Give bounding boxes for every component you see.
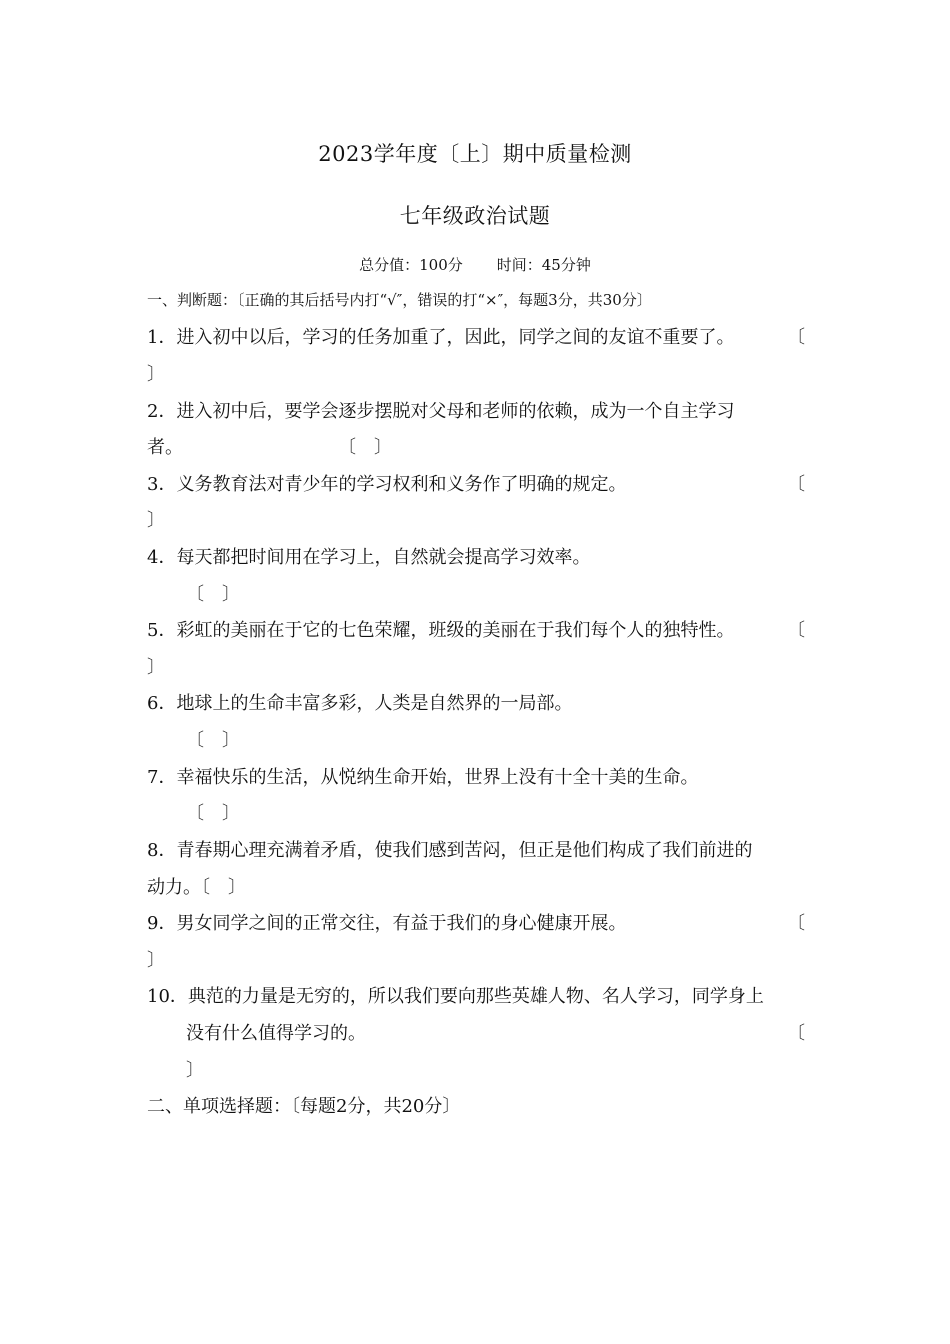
question-5-bracket-open: 〔 xyxy=(787,620,805,641)
question-4: 4．每天都把时间用在学习上，自然就会提高学习效率。 xyxy=(147,547,591,568)
question-1-bracket-close: 〕 xyxy=(147,364,165,385)
question-3-bracket-open: 〔 xyxy=(787,474,805,495)
question-3: 3．义务教育法对青少年的学习权利和义务作了明确的规定。 xyxy=(147,474,627,495)
question-9-bracket-open: 〔 xyxy=(787,913,805,934)
total-score: 总分值：100分 xyxy=(359,256,463,274)
question-6: 6．地球上的生命丰富多彩，人类是自然界的一局部。 xyxy=(147,693,573,714)
question-7-bracket: 〔 〕 xyxy=(186,803,240,824)
question-5: 5．彩虹的美丽在于它的七色荣耀，班级的美丽在于我们每个人的独特性。 xyxy=(147,620,735,641)
section2-heading: 二、单项选择题：〔每题2分，共20分〕 xyxy=(147,1096,461,1117)
exam-time: 时间：45分钟 xyxy=(496,256,591,274)
question-4-bracket: 〔 〕 xyxy=(186,584,240,605)
question-10-bracket-close: 〕 xyxy=(186,1060,204,1081)
question-2-line2: 者。 xyxy=(147,437,183,458)
question-6-bracket: 〔 〕 xyxy=(186,730,240,751)
question-5-bracket-close: 〕 xyxy=(147,657,165,678)
question-10-line1: 10．典范的力量是无穷的，所以我们要向那些英雄人物、名人学习，同学身上 xyxy=(147,986,764,1007)
question-3-bracket-close: 〕 xyxy=(147,510,165,531)
question-9-bracket-close: 〕 xyxy=(147,950,165,971)
exam-title: 2023学年度〔上〕期中质量检测 xyxy=(318,142,632,166)
question-10-line2: 没有什么值得学习的。 xyxy=(186,1023,366,1044)
question-2-line1: 2．进入初中后，要学会逐步摆脱对父母和老师的依赖，成为一个自主学习 xyxy=(147,401,735,422)
section1-heading: 一、判断题：〔正确的其后括号内打“√″，错误的打“×″，每题3分，共30分〕 xyxy=(147,291,652,309)
question-10-bracket-open: 〔 xyxy=(787,1023,805,1044)
question-9: 9．男女同学之间的正常交往，有益于我们的身心健康开展。 xyxy=(147,913,627,934)
exam-subtitle: 七年级政治试题 xyxy=(399,204,551,228)
question-1: 1．进入初中以后，学习的任务加重了，因此，同学之间的友谊不重要了。 xyxy=(147,327,735,348)
question-8-line1: 8．青春期心理充满着矛盾，使我们感到苦闷，但正是他们构成了我们前进的 xyxy=(147,840,753,861)
question-2-bracket: 〔 〕 xyxy=(338,437,392,458)
exam-meta xyxy=(0,254,950,275)
question-1-bracket-open: 〔 xyxy=(787,327,805,348)
question-7: 7．幸福快乐的生活，从悦纳生命开始，世界上没有十全十美的生命。 xyxy=(147,767,699,788)
question-8-line2: 动力。〔 〕 xyxy=(147,877,246,898)
